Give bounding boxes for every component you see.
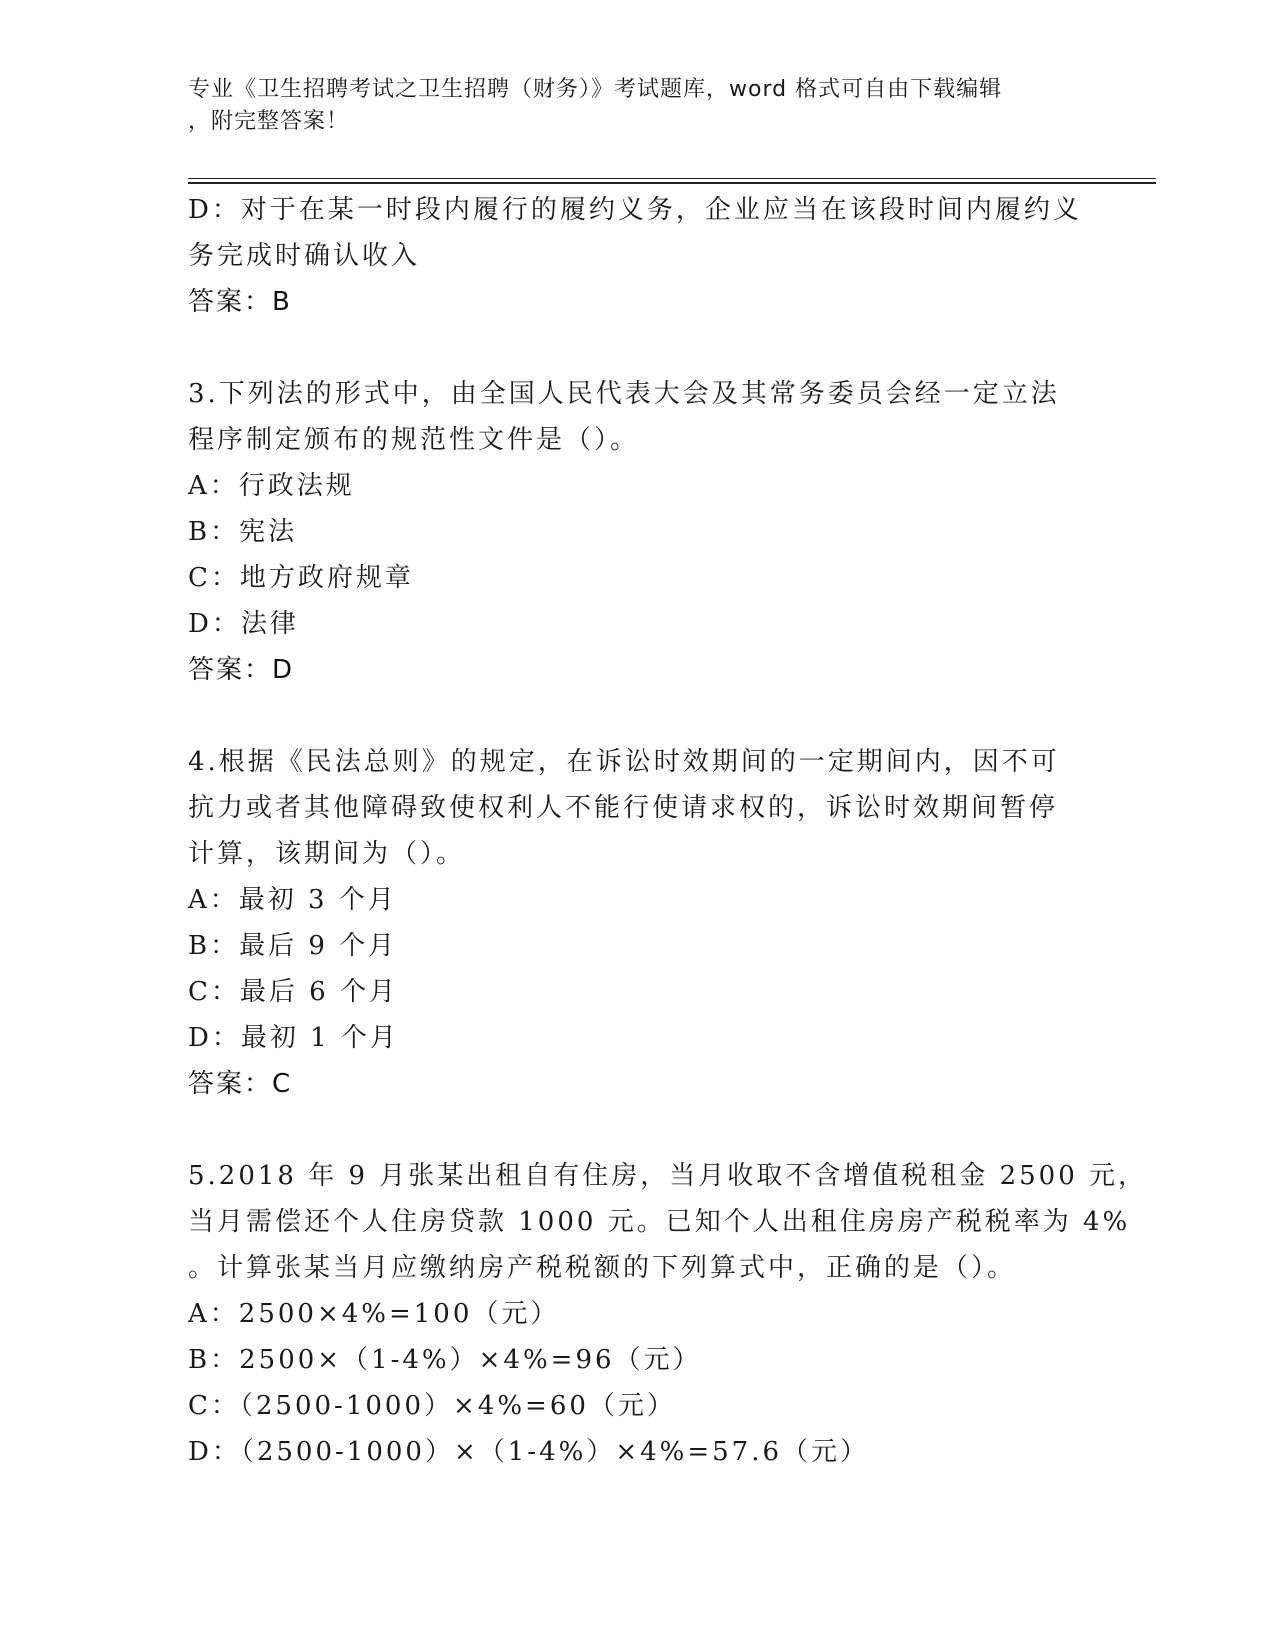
document-body xyxy=(188,187,1148,1475)
header-line-2: ，附完整答案！ xyxy=(188,109,350,134)
option-c: C：最后 6 个月 xyxy=(188,977,398,1007)
option-b: B：最后 9 个月 xyxy=(188,931,398,961)
answer-line: 答案：C xyxy=(188,1069,293,1099)
option-d: D：法律 xyxy=(188,609,299,639)
question-stem-line: 3.下列法的形式中，由全国人民代表大会及其常务委员会经一定立法 xyxy=(188,379,1060,409)
question-stem-line: 抗力或者其他障碍致使权利人不能行使请求权的，诉讼时效期间暂停 xyxy=(188,793,1059,823)
option-c: C：（2500-1000）×4%=60（元） xyxy=(188,1391,676,1421)
question-stem-line: 计算，该期间为（）。 xyxy=(188,839,466,869)
previous-question-fragment xyxy=(188,187,1088,325)
option-a: A：最初 3 个月 xyxy=(188,885,397,915)
question-stem-line: 当月需偿还个人住房贷款 1000 元。已知个人出租住房房产税税率为 4% xyxy=(188,1207,1131,1237)
header-divider-thin xyxy=(188,178,1156,179)
question-stem-line: 程序制定颁布的规范性文件是（）。 xyxy=(188,425,640,455)
option-c: C：地方政府规章 xyxy=(188,563,414,593)
spacer xyxy=(188,325,1088,371)
answer-line: 答案：B xyxy=(188,287,292,317)
question-3 xyxy=(188,371,1088,693)
question-4 xyxy=(188,739,1088,1107)
question-stem-line: 4.根据《民法总则》的规定，在诉讼时效期间的一定期间内，因不可 xyxy=(188,747,1060,777)
question-5 xyxy=(188,1153,1148,1475)
document-header xyxy=(188,74,1068,138)
question-stem-line: 。计算张某当月应缴纳房产税税额的下列算式中，正确的是（）。 xyxy=(188,1253,1017,1283)
spacer xyxy=(188,693,1088,739)
option-b: B：2500×（1-4%）×4%=96（元） xyxy=(188,1345,702,1375)
question-stem-line: 5.2018 年 9 月张某出租自有住房，当月收取不含增值税租金 2500 元， xyxy=(188,1161,1148,1191)
header-divider-thick xyxy=(188,182,1156,184)
option-d-line-2: 务完成时确认收入 xyxy=(188,241,421,271)
header-line-1: 专业《卫生招聘考试之卫生招聘（财务）》考试题库，word 格式可自由下载编辑 xyxy=(188,77,1003,102)
option-b: B：宪法 xyxy=(188,517,298,547)
option-d: D：（2500-1000）×（1-4%）×4%=57.6（元） xyxy=(188,1437,870,1467)
option-d-line-1: D：对于在某一时段内履行的履约义务，企业应当在该段时间内履约义 xyxy=(188,195,1082,225)
option-a: A：行政法规 xyxy=(188,471,355,501)
spacer xyxy=(188,1107,1088,1153)
option-a: A：2500×4%=100（元） xyxy=(188,1299,560,1329)
option-d: D：最初 1 个月 xyxy=(188,1023,399,1053)
answer-line: 答案：D xyxy=(188,655,295,685)
